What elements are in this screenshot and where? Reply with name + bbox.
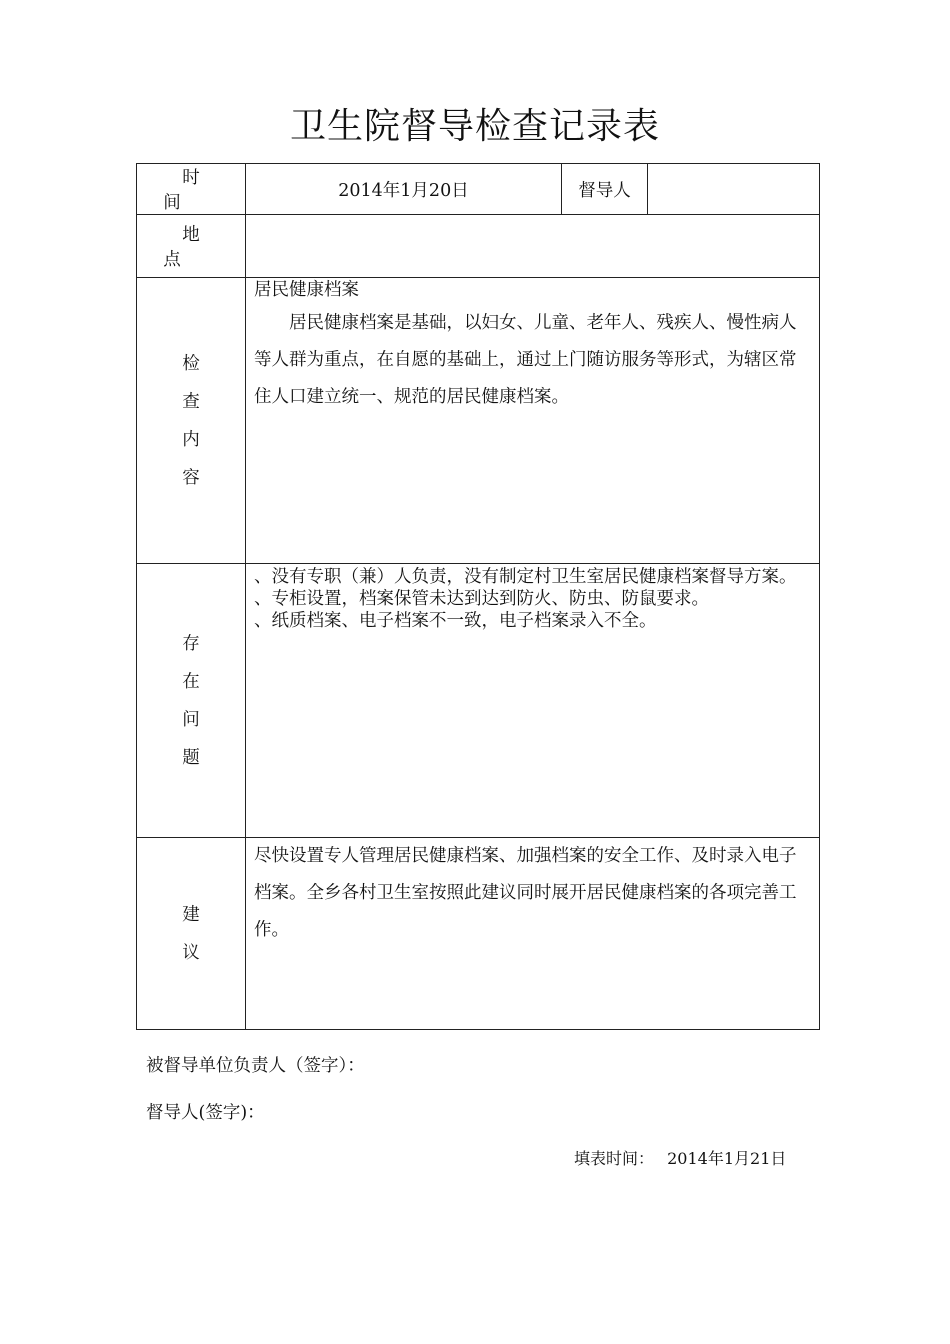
- content-heading: 居民健康档案: [254, 280, 359, 300]
- content-body-cell: [246, 278, 820, 564]
- issues-label: [137, 630, 245, 772]
- supervisor-label-cell: [562, 164, 648, 215]
- issues-label-cell: [137, 564, 246, 838]
- content-label: [137, 350, 245, 492]
- suggestion-label-char: 议: [182, 942, 200, 963]
- time-value-cell: [246, 164, 562, 215]
- issue-item: 、没有专职（兼）人负责，没有制定村卫生室居民健康档案督导方案。: [254, 567, 797, 587]
- unit-signature-label: 被督导单位负责人（签字）：: [146, 1056, 365, 1076]
- content-label-char: 内: [182, 429, 200, 450]
- time-label-cell: [137, 164, 246, 215]
- issue-item: 、纸质档案、电子档案不一致，电子档案录入不全。: [254, 611, 657, 631]
- row-suggestion: [137, 838, 820, 1030]
- row-place: [137, 215, 820, 278]
- place-label: 地点: [163, 225, 238, 270]
- content-body: 居民健康档案是基础，以妇女、儿童、老年人、残疾人、慢性病人等人群为重点，在自愿的基础上，通过上门随访服务等形式，为辖区常住人口建立统一、规范的居民健康档案。: [254, 313, 797, 407]
- issues-label-char: 存: [182, 633, 200, 654]
- place-value-cell[interactable]: [246, 215, 820, 278]
- page-title: 卫生院督导检查记录表: [289, 106, 660, 147]
- time-value: 2014年1月20日: [338, 180, 469, 201]
- fill-date-label: 填表时间：: [574, 1149, 655, 1168]
- supervisor-label: 督导人: [578, 180, 631, 201]
- issues-label-char: 题: [182, 747, 200, 768]
- time-label: 时间: [163, 168, 238, 213]
- content-label-char: 查: [182, 391, 200, 412]
- row-content: [137, 278, 820, 564]
- row-time: [137, 164, 820, 215]
- suggestion-label-cell: [137, 838, 246, 1030]
- suggestion-body: 尽快设置专人管理居民健康档案、加强档案的安全工作、及时录入电子档案。全乡各村卫生室按照此建议同时展开居民健康档案的各项完善工作。: [254, 846, 797, 940]
- fill-date-value: 2014年1月21日: [667, 1149, 787, 1168]
- issues-body-cell: [246, 564, 820, 838]
- suggestion-label-char: 建: [182, 904, 200, 925]
- place-label-cell: [137, 215, 246, 278]
- content-label-cell: [137, 278, 246, 564]
- content-label-char: 检: [182, 353, 200, 374]
- supervisor-value-cell[interactable]: [648, 164, 820, 215]
- content-label-char: 容: [182, 467, 200, 488]
- supervisor-signature-label: 督导人(签字)：: [146, 1103, 265, 1123]
- fill-date-row: [574, 1146, 786, 1169]
- issues-label-char: 问: [182, 709, 200, 730]
- suggestion-body-cell: [246, 838, 820, 1030]
- suggestion-label: [137, 901, 245, 967]
- row-issues: [137, 564, 820, 838]
- issue-item: 、专柜设置，档案保管未达到达到防火、防虫、防鼠要求。: [254, 589, 709, 609]
- issues-label-char: 在: [182, 671, 200, 692]
- inspection-form-table: [136, 163, 820, 1030]
